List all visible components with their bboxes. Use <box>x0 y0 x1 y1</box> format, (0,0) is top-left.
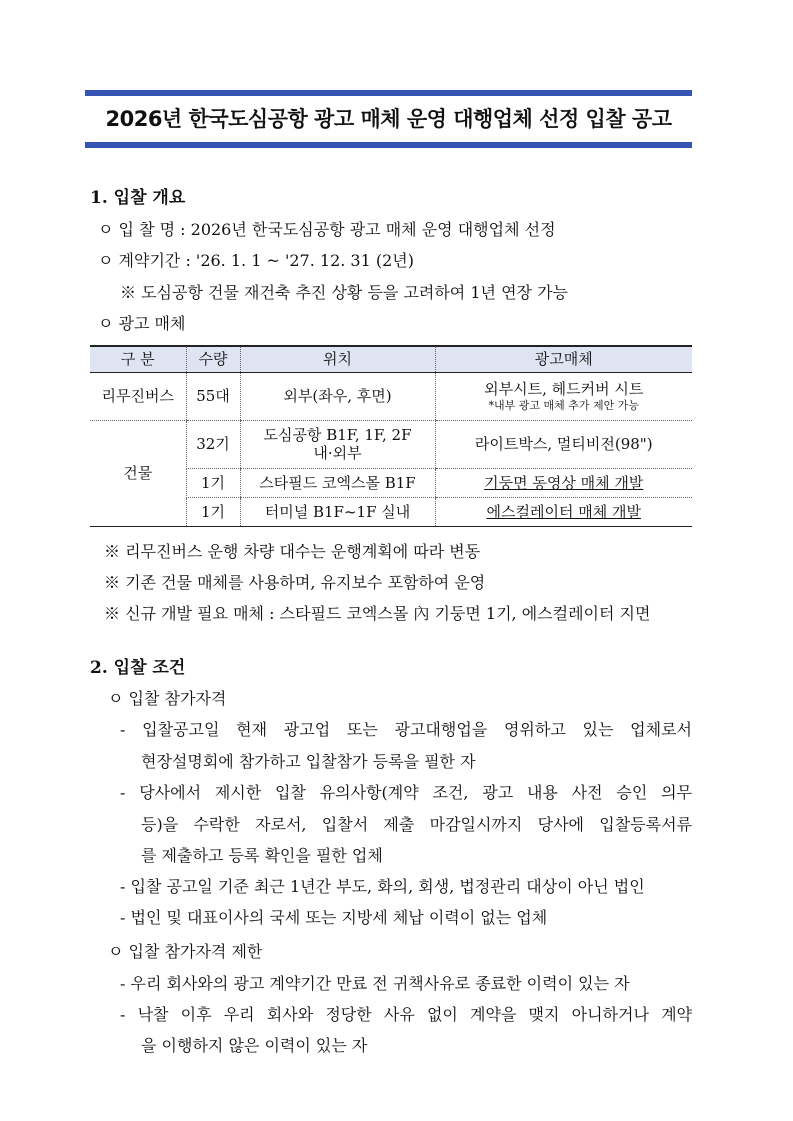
cell-location <box>240 420 435 468</box>
qual-item: - 법인 및 대표이사의 국세 또는 지방세 체납 이력이 없는 업체 <box>120 908 548 927</box>
cell-category-bus: 리무진버스 <box>90 372 186 420</box>
qual-item: - 당사에서 제시한 입찰 유의사항(계약 조건, 광고 내용 사전 승인 의무 <box>120 783 692 802</box>
restriction-item: - 낙찰 이후 우리 회사와 정당한 사유 없이 계약을 맺지 아니하거나 계약 <box>120 1005 692 1024</box>
table-row <box>90 372 692 420</box>
ad-media-table <box>90 345 692 527</box>
qual-item-cont: 를 제출하고 등록 확인을 필한 업체 <box>141 846 383 865</box>
table-row <box>90 420 692 468</box>
qualification-label: ㅇ 입찰 참가자격 <box>108 689 227 708</box>
qual-item: - 입찰공고일 현재 광고업 또는 광고대행업을 영위하고 있는 업체로서 <box>120 720 692 739</box>
contract-period-note: ※ 도심공항 건물 재건축 추진 상황 등을 고려하여 1년 연장 가능 <box>120 283 568 302</box>
header-category: 구 분 <box>120 350 155 369</box>
cell-location: 스타필드 코엑스몰 B1F <box>240 468 435 497</box>
table-header-row <box>90 346 692 372</box>
media-note: *내부 광고 매체 추가 제안 가능 <box>488 398 639 412</box>
restriction-label: ㅇ 입찰 참가자격 제한 <box>108 942 263 961</box>
title-block <box>85 90 692 148</box>
bid-name-line: ㅇ 입 찰 명 : 2026년 한국도심공항 광고 매체 운영 대행업체 선정 <box>98 220 556 239</box>
cell-media: 라이트박스, 멀티비전(98") <box>435 420 692 468</box>
cell-qty: 1기 <box>186 468 240 497</box>
cell-location: 터미널 B1F~1F 실내 <box>240 497 435 526</box>
section-1-heading: 1. 입찰 개요 <box>90 188 186 208</box>
restriction-item-cont: 을 이행하지 않은 이력이 있는 자 <box>141 1036 368 1055</box>
media-underlined: 기둥면 동영상 매체 개발 <box>484 473 644 492</box>
cell-category-building: 건물 <box>90 420 186 526</box>
header-quantity: 수량 <box>186 346 240 372</box>
cell-qty: 1기 <box>186 497 240 526</box>
media-underlined: 에스컬레이터 매체 개발 <box>486 502 641 521</box>
location-line-2: 내·외부 <box>313 444 362 462</box>
cell-media <box>435 497 692 526</box>
section-2-heading: 2. 입찰 조건 <box>90 658 186 678</box>
document-title: 2026년 한국도심공항 광고 매체 운영 대행업체 선정 입찰 공고 <box>105 107 672 131</box>
note-line: ※ 기존 건물 매체를 사용하며, 유지보수 포함하여 운영 <box>104 573 486 592</box>
note-line: ※ 리무진버스 운행 차량 대수는 운행계획에 따라 변동 <box>104 542 481 561</box>
note-line: ※ 신규 개발 필요 매체 : 스타필드 코엑스몰 內 기둥면 1기, 에스컬레이터 지면 <box>104 604 651 623</box>
location-line-1: 도심공항 B1F, 1F, 2F <box>263 426 412 444</box>
ad-media-label: ㅇ 광고 매체 <box>98 314 186 333</box>
title-bottom-bar <box>85 142 692 148</box>
cell-media <box>435 372 692 420</box>
qual-item-cont: 현장설명회에 참가하고 입찰참가 등록을 필한 자 <box>141 752 476 771</box>
cell-media <box>435 468 692 497</box>
cell-qty: 55대 <box>186 372 240 420</box>
header-location: 위치 <box>240 346 435 372</box>
header-media: 광고매체 <box>435 346 692 372</box>
cell-location: 외부(좌우, 후면) <box>240 372 435 420</box>
contract-period-line: ㅇ 계약기간 : '26. 1. 1 ~ '27. 12. 31 (2년) <box>98 251 414 270</box>
qual-item: - 입찰 공고일 기준 최근 1년간 부도, 화의, 회생, 법정관리 대상이 아닌 법인 <box>120 877 645 896</box>
media-text: 외부시트, 헤드커버 시트 <box>484 379 644 398</box>
cell-qty: 32기 <box>186 420 240 468</box>
restriction-item: - 우리 회사와의 광고 계약기간 만료 전 귀책사유로 종료한 이력이 있는 자 <box>120 974 630 993</box>
qual-item-cont: 등)을 수락한 자로서, 입찰서 제출 마감일시까지 당사에 입찰등록서류 <box>141 815 692 834</box>
